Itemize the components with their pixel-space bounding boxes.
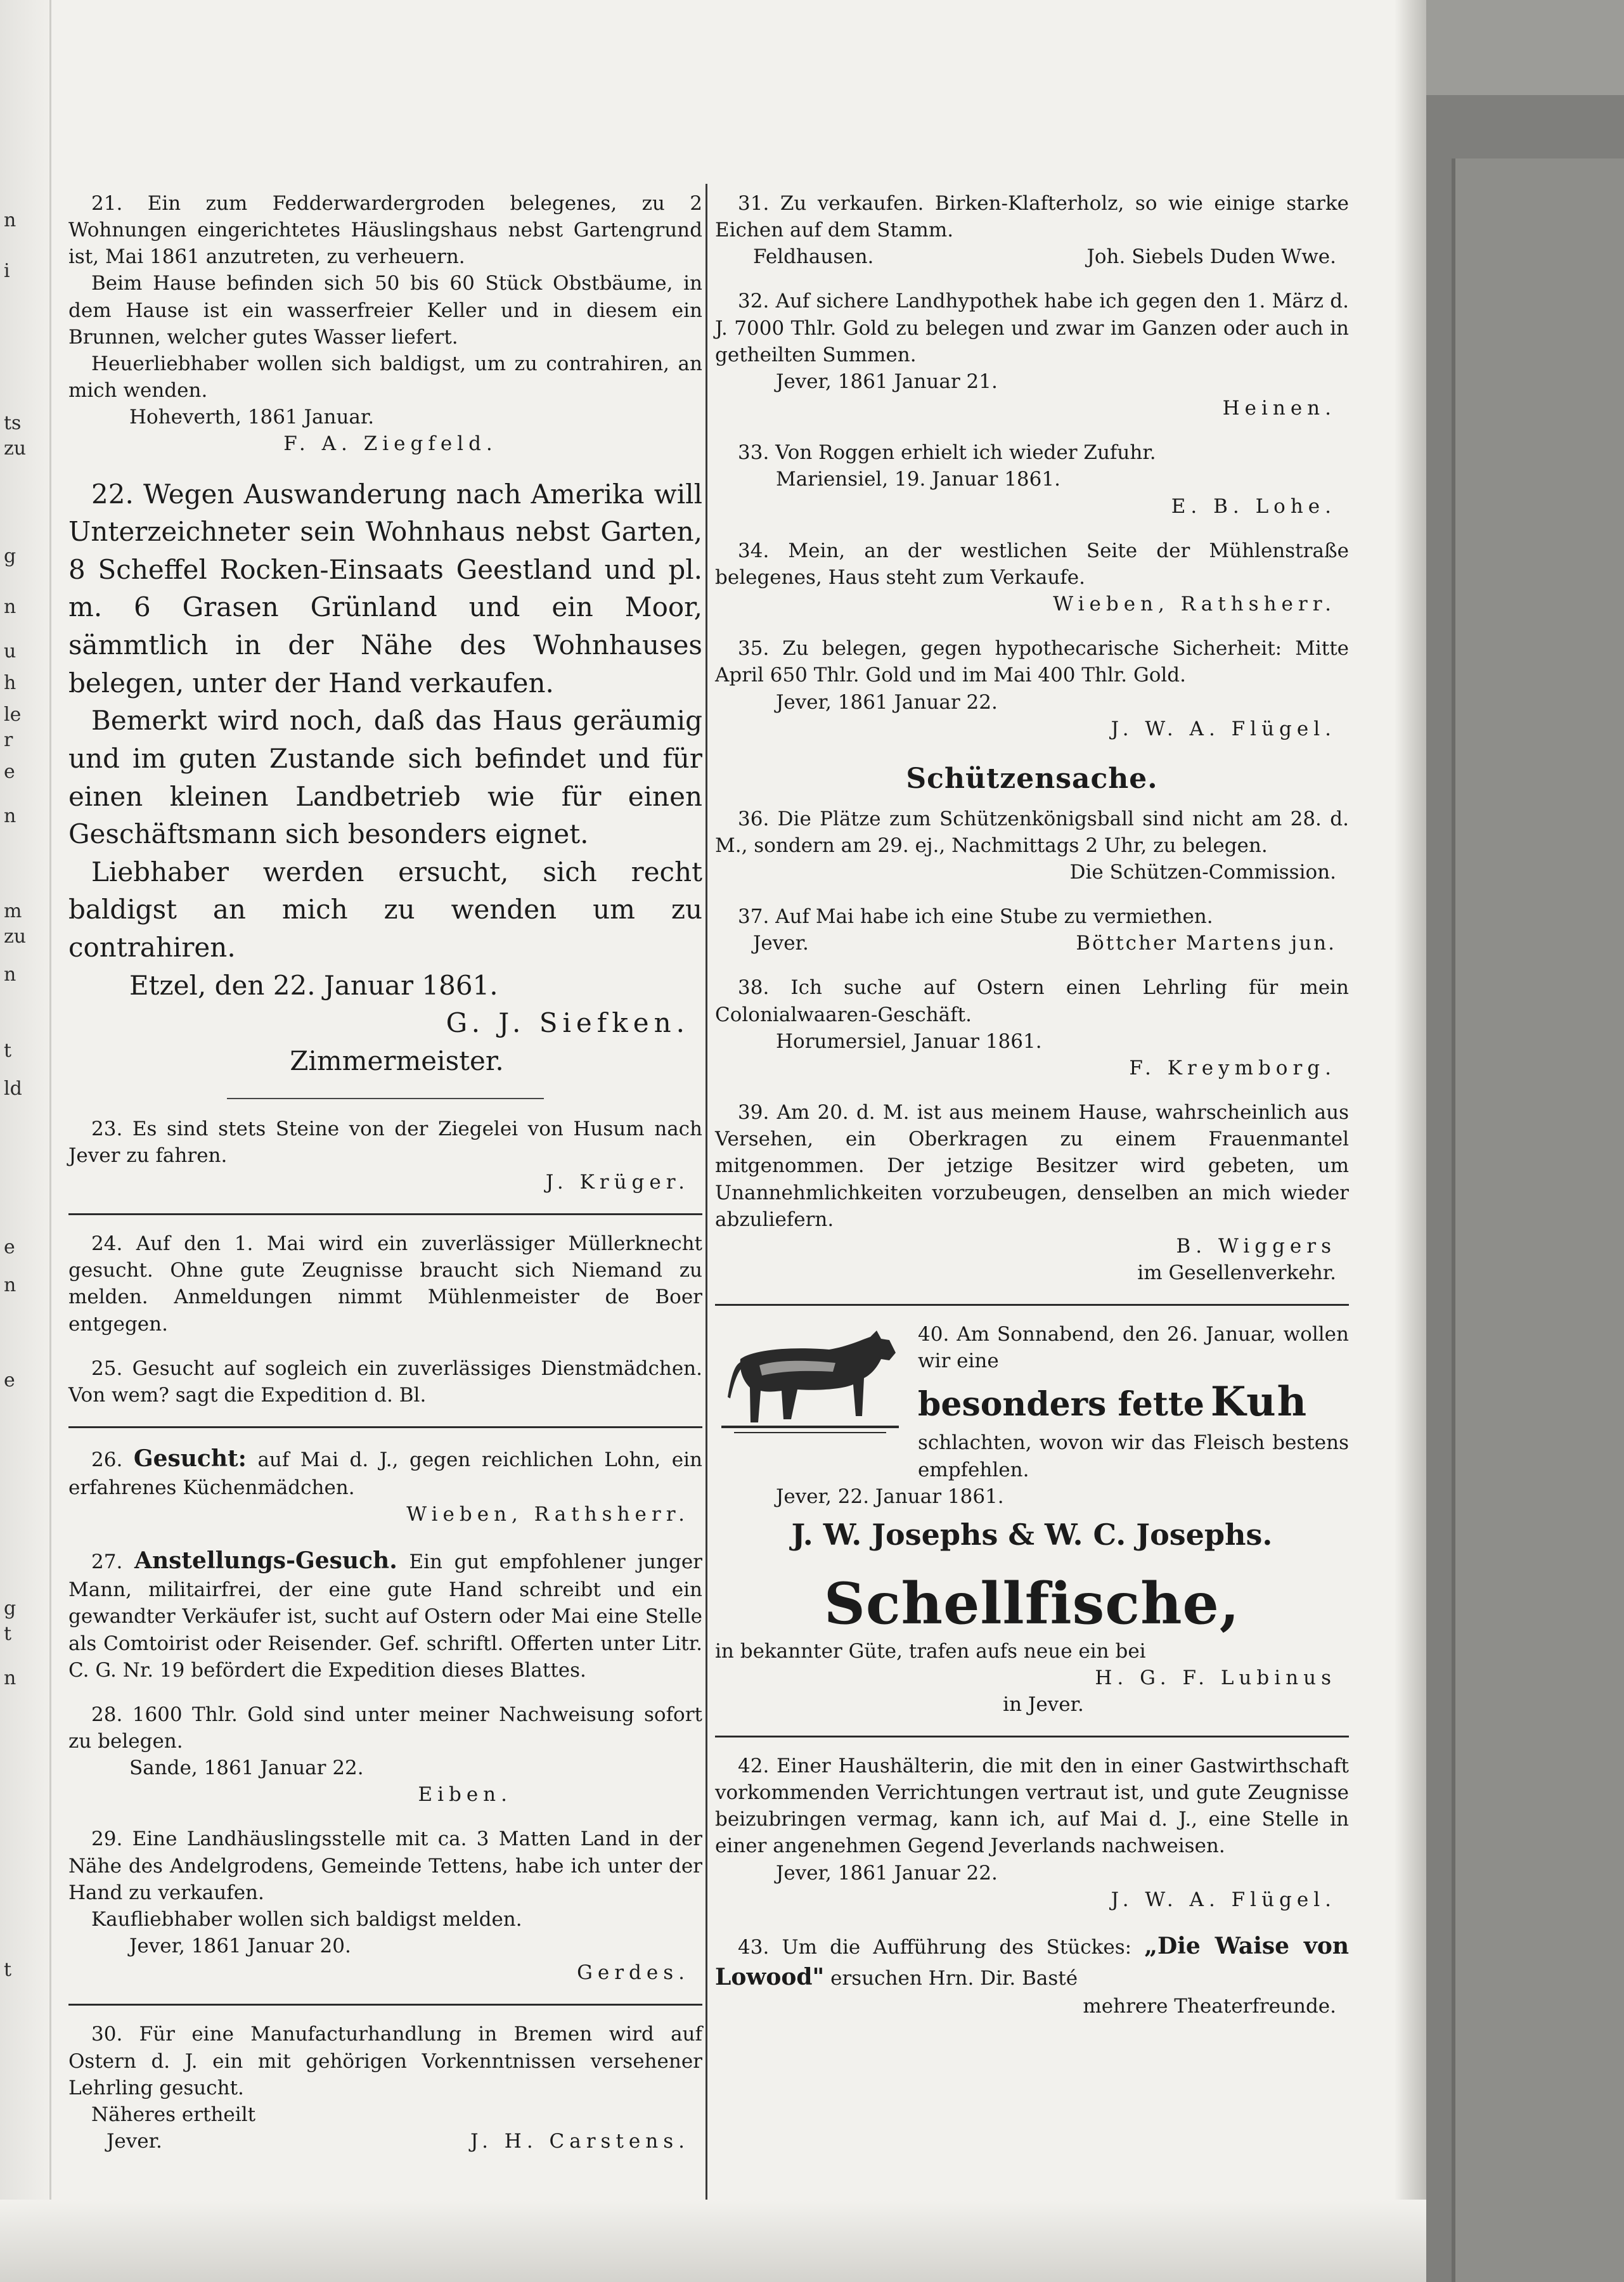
page-bottom-shadow <box>0 2200 1426 2282</box>
ad-31-place: Feldhausen. <box>753 245 874 269</box>
ad-38-text: 38. Ich suche auf Ostern einen Lehrling für mein Colonialwaaren-Geschäft. <box>715 976 1349 1026</box>
ad-23 <box>68 1116 702 1196</box>
ad-39-text: 39. Am 20. d. M. ist aus meinem Hause, wahrscheinlich aus Versehen, ein Oberkragen zu einem Frauenmantel mitgenommen. Der jetzige Besitzer wird gebeten, um Unannehmlichkeiten vorzubeugen, denselben an mich wieder abzuliefern. <box>715 1101 1349 1231</box>
ad-38-place: Horumersiel, Januar 1861. <box>776 1029 1042 1053</box>
margin-fragment: e <box>4 1236 15 1258</box>
ad-21-place: Hoheverth, 1861 Januar. <box>129 406 375 429</box>
ad-43-text-b: ersuchen Hrn. Dir. Basté <box>830 1966 1078 1990</box>
ad-33-text: 33. Von Roggen erhielt ich wieder Zufuhr. <box>738 441 1156 465</box>
ad-24 <box>68 1230 702 1338</box>
ad-34-signature: Wieben, Rathsherr. <box>1053 593 1336 616</box>
ad-22 <box>68 475 702 1080</box>
margin-fragment: t <box>4 1040 12 1062</box>
ad-27 <box>68 1545 702 1684</box>
ad-43-play-title: „Die Waise von Lowood" <box>715 1932 1350 1990</box>
margin-fragment: n <box>4 596 16 618</box>
ad-22-text-3: Liebhaber werden ersucht, sich recht baldigst an mich zu wenden um zu contrahiren. <box>68 856 702 964</box>
ad-28 <box>68 1701 702 1808</box>
divider <box>227 1098 544 1099</box>
margin-fragment: t <box>4 1623 12 1645</box>
ad-37-place: Jever. <box>753 932 809 955</box>
ad-34 <box>715 538 1349 617</box>
ad-25 <box>68 1355 702 1409</box>
margin-fragment: m <box>4 900 22 922</box>
margin-fragment: t <box>4 1959 12 1981</box>
divider <box>68 1213 702 1215</box>
ad-40-text-1: 40. Am Sonnabend, den 26. Januar, wollen wir eine <box>918 1323 1349 1373</box>
ad-22-text-1: 22. Wegen Auswanderung nach Amerika will Unterzeichneter sein Wohnhaus nebst Garten, 8 Scheffel Rocken-Einsaats Geestland und pl. m. 6 Grasen Grünland und ein Moor, sämmtlich in der Nähe des Wohnhauses belegen, unter der Hand verkaufen. <box>68 478 702 699</box>
cow-illustration <box>715 1321 905 1454</box>
ad-23-signature: J. Krüger. <box>545 1170 690 1194</box>
ad-26 <box>68 1443 702 1528</box>
previous-page-strip <box>0 0 51 2282</box>
ad-31 <box>715 190 1349 270</box>
ad-38 <box>715 974 1349 1081</box>
margin-fragment: n <box>4 1667 16 1689</box>
margin-fragment: le <box>4 704 22 726</box>
ad-39-signature-note: im Gesellenverkehr. <box>1137 1261 1336 1284</box>
ad-40-highlight: besonders fette <box>918 1385 1205 1424</box>
divider <box>68 1426 702 1428</box>
ad-35-place: Jever, 1861 Januar 22. <box>776 690 998 714</box>
ad-30-text-2: Näheres ertheilt <box>91 2103 256 2126</box>
ad-36-text: 36. Die Plätze zum Schützenkönigsball sind nicht am 28. d. M., sondern am 29. ej., Nachmittags 2 Uhr, zu belegen. <box>715 807 1349 857</box>
ad-42-signature: J. W. A. Flügel. <box>1111 1888 1336 1911</box>
ad-40-highlight-kuh: Kuh <box>1210 1378 1308 1426</box>
ad-32 <box>715 288 1349 422</box>
ad-22-signature: G. J. Siefken. <box>446 1007 690 1039</box>
margin-fragment: ts <box>4 412 22 434</box>
margin-fragment: n <box>4 964 16 986</box>
ad-22-text-2: Bemerkt wird noch, daß das Haus geräumig und im guten Zustande sich befindet und für einen kleinen Landbetrieb wie für einen Geschäftsmann sich besonders eignet. <box>68 705 702 850</box>
ad-34-text: 34. Mein, an der westlichen Seite der Mühlenstraße belegenes, Haus steht zum Verkaufe. <box>715 539 1349 589</box>
ad-31-text: 31. Zu verkaufen. Birken-Klafterholz, so wie einige starke Eichen auf dem Stamm. <box>715 192 1349 242</box>
margin-fragment: n <box>4 805 16 827</box>
heading-schuetzensache: Schützensache. <box>906 762 1158 795</box>
ad-35 <box>715 635 1349 742</box>
ad-26-number: 26. <box>91 1448 123 1471</box>
ad-29-signature: Gerdes. <box>577 1961 690 1985</box>
ad-28-signature: Eiben. <box>418 1783 512 1807</box>
ad-39-signature: B. Wiggers <box>1176 1234 1336 1258</box>
ad-40-text-3: schlachten, wovon wir das Fleisch bestens empfehlen. <box>918 1431 1349 1481</box>
ad-42-place: Jever, 1861 Januar 22. <box>776 1861 998 1885</box>
ad-37 <box>715 903 1349 957</box>
ad-29-text: 29. Eine Landhäuslingsstelle mit ca. 3 Matten Land in der Nähe des Andelgrodens, Gemeinde Tettens, habe ich unter der Hand zu verkaufen. <box>68 1828 702 1904</box>
ad-21-text-2: Beim Hause befinden sich 50 bis 60 Stück Obstbäume, in dem Hause ist ein wasserfreier Keller und in diesem ein Brunnen, welcher gutes Wasser liefert. <box>68 272 702 349</box>
margin-fragment: n <box>4 209 16 231</box>
ad-37-signature: Böttcher Martens jun. <box>1076 932 1336 955</box>
ad-42 <box>715 1753 1349 1913</box>
margin-fragment: g <box>4 1597 16 1620</box>
ad-41-signature-place: in Jever. <box>1003 1692 1084 1716</box>
ad-30-text: 30. Für eine Manufacturhandlung in Bremen wird auf Ostern d. J. ein mit gehörigen Vorkenntnissen versehener Lehrling gesucht. <box>68 2023 702 2099</box>
ad-33-signature: E. B. Lohe. <box>1171 494 1336 518</box>
margin-fragment: g <box>4 545 16 567</box>
ad-43-signature: mehrere Theaterfreunde. <box>1083 1994 1336 2018</box>
ad-27-text: Ein gut empfohlener junger Mann, militairfrei, der eine gute Hand schreibt und ein gewandter Verkäufer ist, sucht auf Ostern oder Mai eine Stelle als Comtoirist oder Reisender. Gef. schriftl. Offerten unter Litr. C. G. Nr. 19 befördert die Expedition dieses Blattes. <box>68 1550 702 1682</box>
ad-42-text: 42. Einer Haushälterin, die mit den in einer Gastwirthschaft vorkommenden Verrichtungen vertraut ist, und gute Zeugnisse beizubringen vermag, kann ich, auf Mai d. J., eine Stelle in einer angenehmen Gegend Jeverlands nachweisen. <box>715 1754 1349 1858</box>
ad-41-text: in bekannter Güte, trafen aufs neue ein bei <box>715 1639 1146 1663</box>
right-column <box>715 190 1349 2037</box>
column-divider <box>706 184 707 2200</box>
divider <box>715 1736 1349 1737</box>
ad-23-text: 23. Es sind stets Steine von der Ziegelei von Husum nach Jever zu fahren. <box>68 1117 702 1167</box>
ad-27-number: 27. <box>91 1550 123 1574</box>
margin-fragment: u <box>4 640 16 662</box>
heading-schellfische: Schellfische, <box>823 1570 1241 1637</box>
ad-29 <box>68 1826 702 1986</box>
margin-fragment: i <box>4 260 10 282</box>
ad-35-text: 35. Zu belegen, gegen hypothecarische Sicherheit: Mitte April 650 Thlr. Gold und im Mai 400 Thlr. Gold. <box>715 637 1349 687</box>
margin-fragment: r <box>4 729 13 751</box>
ad-28-text: 28. 1600 Thlr. Gold sind unter meiner Nachweisung sofort zu belegen. <box>68 1703 702 1753</box>
left-column <box>68 190 702 2172</box>
ad-22-signature-title: Zimmermeister. <box>290 1045 504 1076</box>
ad-38-signature: F. Kreymborg. <box>1129 1056 1336 1080</box>
margin-fragment: ld <box>4 1078 22 1100</box>
ad-41 <box>715 1638 1349 1718</box>
margin-fragment: e <box>4 1369 15 1391</box>
ad-26-signature: Wieben, Rathsherr. <box>406 1503 690 1526</box>
divider <box>715 1304 1349 1306</box>
ad-21-text-1: 21. Ein zum Fedderwardergroden belegenes, zu 2 Wohnungen eingerichtetes Häuslingshaus nebst Gartengrund ist, Mai 1861 anzutreten, zu verheuern. <box>68 192 702 269</box>
ad-40 <box>715 1321 1349 1554</box>
ad-22-place: Etzel, den 22. Januar 1861. <box>129 969 498 1001</box>
ad-26-text: auf Mai d. J., gegen reichlichen Lohn, ein erfahrenes Küchenmädchen. <box>68 1448 702 1499</box>
ad-43-text-a: 43. Um die Aufführung des Stückes: <box>738 1935 1132 1959</box>
ad-40-firm: J. W. Josephs & W. C. Josephs. <box>791 1517 1273 1552</box>
ad-32-text: 32. Auf sichere Landhypothek habe ich gegen den 1. März d. J. 7000 Thlr. Gold zu belegen und zwar im Ganzen oder auch in getheilten Summen. <box>715 290 1349 366</box>
margin-fragment: h <box>4 672 16 694</box>
ad-29-place: Jever, 1861 Januar 20. <box>129 1935 351 1958</box>
ad-26-keyword: Gesucht: <box>133 1445 247 1472</box>
ad-21 <box>68 190 702 458</box>
book-cover-board <box>1452 158 1624 2282</box>
ad-31-signature: Joh. Siebels Duden Wwe. <box>1086 245 1336 269</box>
ad-28-place: Sande, 1861 Januar 22. <box>129 1757 364 1780</box>
page-edge-shadow <box>1395 0 1426 2282</box>
ad-40-place: Jever, 22. Januar 1861. <box>776 1485 1004 1508</box>
ad-35-signature: J. W. A. Flügel. <box>1111 717 1336 740</box>
margin-fragment: n <box>4 1274 16 1296</box>
ad-41-signature: H. G. F. Lubinus <box>1095 1666 1336 1689</box>
ad-33-place: Mariensiel, 19. Januar 1861. <box>776 468 1060 491</box>
ad-27-keyword: Anstellungs-Gesuch. <box>134 1547 397 1575</box>
margin-fragment: zu <box>4 925 27 948</box>
ad-39 <box>715 1099 1349 1286</box>
ad-33 <box>715 439 1349 519</box>
ad-32-signature: Heinen. <box>1222 397 1336 420</box>
ad-29-text-2: Kaufliebhaber wollen sich baldigst melden. <box>91 1907 522 1931</box>
margin-fragment: e <box>4 761 15 783</box>
ad-24-text: 24. Auf den 1. Mai wird ein zuverlässiger Müllerknecht gesucht. Ohne gute Zeugnisse braucht sich Niemand zu melden. Anmeldungen nimmt Mühlenmeister de Boer entgegen. <box>68 1232 702 1336</box>
ad-43 <box>715 1931 1349 2020</box>
ad-36-signature: Die Schützen-Commission. <box>1069 860 1336 884</box>
ad-36 <box>715 806 1349 886</box>
ad-37-text: 37. Auf Mai habe ich eine Stube zu vermiethen. <box>738 905 1213 929</box>
divider <box>68 2004 702 2006</box>
ad-30-signature: J. H. Carstens. <box>470 2130 690 2153</box>
ad-30 <box>68 2021 702 2155</box>
ad-21-text-3: Heuerliebhaber wollen sich baldigst, um zu contrahiren, an mich wenden. <box>68 352 702 403</box>
ad-21-signature: F. A. Ziegfeld. <box>283 432 498 456</box>
ad-30-place: Jever. <box>106 2130 162 2153</box>
ad-25-text: 25. Gesucht auf sogleich ein zuverlässiges Dienstmädchen. Von wem? sagt die Expedition d. Bl. <box>68 1357 702 1407</box>
margin-fragment: zu <box>4 437 27 460</box>
ad-32-place: Jever, 1861 Januar 21. <box>776 370 998 393</box>
